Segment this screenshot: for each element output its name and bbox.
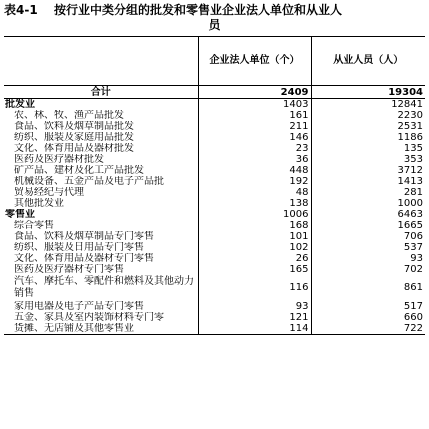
row-label: 综合零售 (14, 220, 54, 231)
row-units: 101 (198, 231, 311, 242)
header-row (4, 37, 425, 86)
row-units: 146 (198, 132, 311, 143)
row-label: 纺织、服装及日用品专门零售 (14, 242, 144, 253)
row-employees: 12841 (311, 99, 425, 111)
row-employees: 353 (311, 154, 425, 165)
row-units: 168 (198, 220, 311, 231)
row-units: 211 (198, 121, 311, 132)
row-label: 批发业 (5, 99, 35, 110)
total-label: 合计 (4, 86, 198, 99)
table-row (4, 242, 425, 253)
row-employees: 1665 (311, 220, 425, 231)
row-employees: 1000 (311, 198, 425, 209)
row-units: 116 (198, 275, 311, 301)
row-employees: 2230 (311, 110, 425, 121)
row-units: 138 (198, 198, 311, 209)
row-units: 23 (198, 143, 311, 154)
row-units: 161 (198, 110, 311, 121)
table-title (4, 3, 425, 33)
row-employees: 702 (311, 264, 425, 275)
row-label: 医药及医疗器材专门零售 (14, 264, 124, 275)
header-label-column (4, 37, 198, 86)
data-table (4, 36, 425, 335)
row-units: 48 (198, 187, 311, 198)
row-employees: 1413 (311, 176, 425, 187)
total-units: 2409 (198, 86, 311, 99)
row-employees: 2531 (311, 121, 425, 132)
row-employees: 135 (311, 143, 425, 154)
table-row (4, 187, 425, 198)
row-employees: 706 (311, 231, 425, 242)
row-employees: 281 (311, 187, 425, 198)
row-units: 102 (198, 242, 311, 253)
total-employees: 19304 (311, 86, 425, 99)
row-employees: 3712 (311, 165, 425, 176)
row-employees: 1186 (311, 132, 425, 143)
table-row (4, 220, 425, 231)
row-label: 贸易经纪与代理 (14, 187, 84, 198)
table-row (4, 264, 425, 275)
table-row (4, 301, 425, 312)
row-label: 零售业 (5, 209, 35, 220)
row-employees: 6463 (311, 209, 425, 220)
title-line-1 (4, 3, 425, 18)
title-line-2: 员 (208, 18, 221, 32)
row-units: 192 (198, 176, 311, 187)
row-units: 165 (198, 264, 311, 275)
row-employees: 517 (311, 301, 425, 312)
table-row (4, 143, 425, 154)
table-row (4, 165, 425, 176)
header-employees: 从业人员（人） (311, 37, 425, 86)
row-label: 五金、家具及室内装饰材料专门零 (14, 312, 164, 323)
row-label: 文化、体育用品及器材批发 (14, 143, 134, 154)
row-units: 1403 (198, 99, 311, 111)
table-row (4, 176, 425, 187)
table-number: 表4-1 (4, 3, 38, 17)
row-employees: 660 (311, 312, 425, 323)
title-text: 按行业中类分组的批发和零售业企业法人单位和从业人 (54, 3, 343, 17)
row-label: 汽车、摩托车、零配件和燃料及其他动力销售 (14, 276, 194, 299)
table-row (4, 323, 425, 335)
row-label: 货摊、无店铺及其他零售业 (4, 323, 198, 335)
row-label: 其他批发业 (14, 198, 64, 209)
table-row (4, 110, 425, 121)
table-row (4, 231, 425, 242)
row-employees: 537 (311, 242, 425, 253)
row-units: 448 (198, 165, 311, 176)
table-row (4, 312, 425, 323)
row-employees: 861 (311, 275, 425, 301)
row-label: 机械设备、五金产品及电子产品批 (14, 176, 164, 187)
table-row (4, 198, 425, 209)
row-label: 医药及医疗器材批发 (14, 154, 104, 165)
row-label: 矿产品、建材及化工产品批发 (14, 165, 144, 176)
row-units: 26 (198, 253, 311, 264)
table-row (4, 253, 425, 264)
row-label: 家用电器及电子产品专门零售 (14, 301, 144, 312)
table-row (4, 275, 425, 301)
row-units: 121 (198, 312, 311, 323)
section-row (4, 99, 425, 111)
row-employees: 722 (311, 323, 425, 335)
row-label: 文化、体育用品及器材专门零售 (14, 253, 154, 264)
row-employees: 93 (311, 253, 425, 264)
table-row (4, 121, 425, 132)
row-label: 食品、饮料及烟草制品批发 (14, 121, 134, 132)
total-row (4, 86, 425, 99)
row-label: 农、林、牧、渔产品批发 (14, 110, 124, 121)
row-label: 纺织、服装及家庭用品批发 (14, 132, 134, 143)
table-row (4, 154, 425, 165)
row-units: 114 (198, 323, 311, 335)
row-units: 1006 (198, 209, 311, 220)
row-label: 食品、饮料及烟草制品专门零售 (14, 231, 154, 242)
row-units: 36 (198, 154, 311, 165)
header-units: 企业法人单位（个） (198, 37, 311, 86)
table-row (4, 132, 425, 143)
row-units: 93 (198, 301, 311, 312)
section-row (4, 209, 425, 220)
